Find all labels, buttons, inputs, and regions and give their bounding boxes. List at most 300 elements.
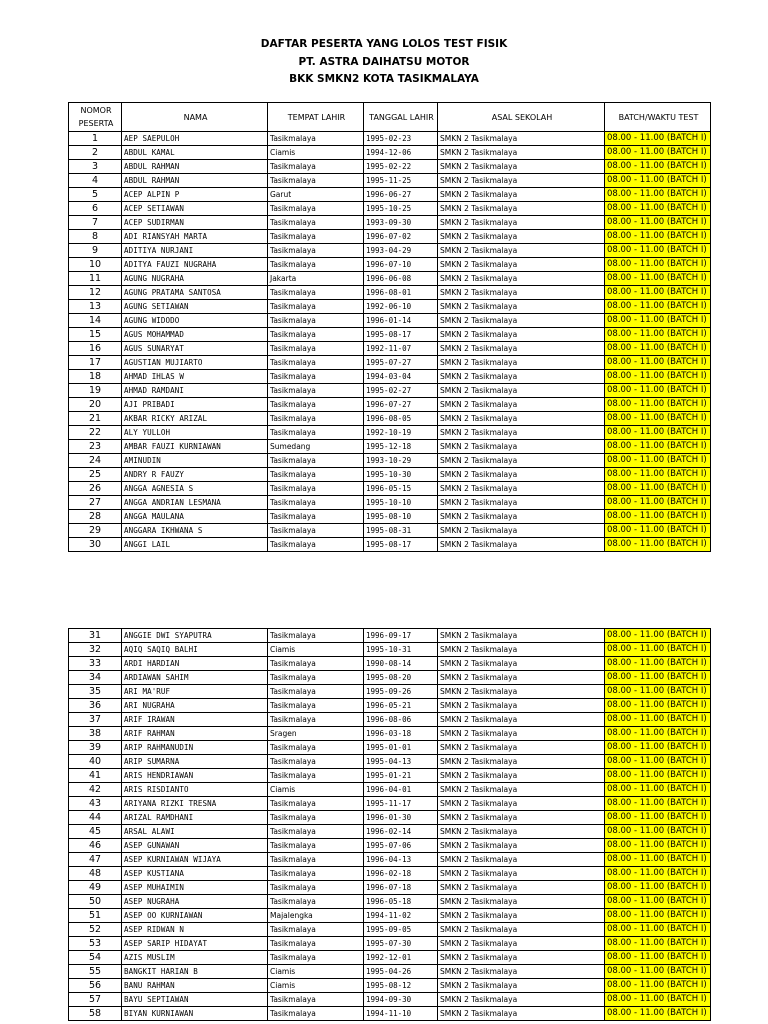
participant-number: 24 xyxy=(69,454,122,468)
batch-time: 08.00 - 11.00 (BATCH I) xyxy=(605,202,711,216)
birth-date: 1994-11-02 xyxy=(364,909,438,923)
table-row xyxy=(69,937,711,951)
school-origin: SMKN 2 Tasikmalaya xyxy=(438,132,605,146)
school-origin: SMKN 2 Tasikmalaya xyxy=(438,370,605,384)
school-origin: SMKN 2 Tasikmalaya xyxy=(438,783,605,797)
birth-place: Sragen xyxy=(268,727,364,741)
table-row xyxy=(69,230,711,244)
birth-date: 1996-05-15 xyxy=(364,482,438,496)
batch-time: 08.00 - 11.00 (BATCH I) xyxy=(605,454,711,468)
birth-place: Tasikmalaya xyxy=(268,853,364,867)
birth-place: Tasikmalaya xyxy=(268,286,364,300)
birth-place: Tasikmalaya xyxy=(268,370,364,384)
table-row xyxy=(69,629,711,643)
birth-place: Tasikmalaya xyxy=(268,629,364,643)
table-row xyxy=(69,412,711,426)
table-row xyxy=(69,979,711,993)
participant-number: 1 xyxy=(69,132,122,146)
birth-date: 1995-12-18 xyxy=(364,440,438,454)
birth-date: 1996-05-18 xyxy=(364,895,438,909)
birth-place: Majalengka xyxy=(268,909,364,923)
batch-time: 08.00 - 11.00 (BATCH I) xyxy=(605,671,711,685)
birth-place: Ciamis xyxy=(268,146,364,160)
batch-time: 08.00 - 11.00 (BATCH I) xyxy=(605,188,711,202)
school-origin: SMKN 2 Tasikmalaya xyxy=(438,685,605,699)
batch-time: 08.00 - 11.00 (BATCH I) xyxy=(605,440,711,454)
table-row xyxy=(69,825,711,839)
participant-name: AJI PRIBADI xyxy=(122,398,268,412)
birth-date: 1996-01-30 xyxy=(364,811,438,825)
participant-name: ASEP NUGRAHA xyxy=(122,895,268,909)
table-row xyxy=(69,146,711,160)
school-origin: SMKN 2 Tasikmalaya xyxy=(438,755,605,769)
participant-number: 28 xyxy=(69,510,122,524)
table-row xyxy=(69,783,711,797)
school-origin: SMKN 2 Tasikmalaya xyxy=(438,937,605,951)
batch-time: 08.00 - 11.00 (BATCH I) xyxy=(605,286,711,300)
participant-name: ABDUL RAHMAN xyxy=(122,160,268,174)
school-origin: SMKN 2 Tasikmalaya xyxy=(438,657,605,671)
table-row xyxy=(69,797,711,811)
table-row xyxy=(69,356,711,370)
participant-number: 35 xyxy=(69,685,122,699)
birth-date: 1996-07-10 xyxy=(364,258,438,272)
batch-time: 08.00 - 11.00 (BATCH I) xyxy=(605,979,711,993)
birth-date: 1994-12-06 xyxy=(364,146,438,160)
participant-number: 22 xyxy=(69,426,122,440)
table-row xyxy=(69,965,711,979)
birth-date: 1994-03-04 xyxy=(364,370,438,384)
school-origin: SMKN 2 Tasikmalaya xyxy=(438,643,605,657)
school-origin: SMKN 2 Tasikmalaya xyxy=(438,951,605,965)
participant-name: ABDUL RAHMAN xyxy=(122,174,268,188)
participant-number: 16 xyxy=(69,342,122,356)
participant-number: 55 xyxy=(69,965,122,979)
participant-number: 3 xyxy=(69,160,122,174)
birth-place: Tasikmalaya xyxy=(268,454,364,468)
table-row xyxy=(69,342,711,356)
table-row xyxy=(69,468,711,482)
school-origin: SMKN 2 Tasikmalaya xyxy=(438,272,605,286)
birth-place: Tasikmalaya xyxy=(268,230,364,244)
birth-date: 1996-04-01 xyxy=(364,783,438,797)
batch-time: 08.00 - 11.00 (BATCH I) xyxy=(605,699,711,713)
participant-name: ARIYANA RIZKI TRESNA xyxy=(122,797,268,811)
birth-date: 1995-10-31 xyxy=(364,643,438,657)
school-origin: SMKN 2 Tasikmalaya xyxy=(438,244,605,258)
participant-name: ALY YULLOH xyxy=(122,426,268,440)
participant-number: 45 xyxy=(69,825,122,839)
birth-date: 1992-12-01 xyxy=(364,951,438,965)
participant-name: ANGGIE DWI SYAPUTRA xyxy=(122,629,268,643)
participant-name: BAYU SEPTIAWAN xyxy=(122,993,268,1007)
participant-number: 30 xyxy=(69,538,122,552)
batch-time: 08.00 - 11.00 (BATCH I) xyxy=(605,356,711,370)
participant-number: 5 xyxy=(69,188,122,202)
birth-date: 1995-07-27 xyxy=(364,356,438,370)
birth-date: 1994-11-10 xyxy=(364,1007,438,1021)
birth-place: Ciamis xyxy=(268,979,364,993)
batch-time: 08.00 - 11.00 (BATCH I) xyxy=(605,230,711,244)
batch-time: 08.00 - 11.00 (BATCH I) xyxy=(605,216,711,230)
batch-time: 08.00 - 11.00 (BATCH I) xyxy=(605,867,711,881)
birth-date: 1992-06-10 xyxy=(364,300,438,314)
participant-name: ARIZAL RAMDHANI xyxy=(122,811,268,825)
birth-place: Tasikmalaya xyxy=(268,412,364,426)
participant-number: 38 xyxy=(69,727,122,741)
table-body-2 xyxy=(69,629,711,1021)
participant-number: 13 xyxy=(69,300,122,314)
table-row xyxy=(69,314,711,328)
company-name: PT. ASTRA DAIHATSU MOTOR xyxy=(298,56,470,68)
header-batch: BATCH/WAKTU TEST xyxy=(605,103,711,132)
participant-name: ANGGI LAIL xyxy=(122,538,268,552)
batch-time: 08.00 - 11.00 (BATCH I) xyxy=(605,1007,711,1021)
participant-name: BIYAN KURNIAWAN xyxy=(122,1007,268,1021)
batch-time: 08.00 - 11.00 (BATCH I) xyxy=(605,370,711,384)
participant-number: 11 xyxy=(69,272,122,286)
batch-time: 08.00 - 11.00 (BATCH I) xyxy=(605,426,711,440)
birth-date: 1995-11-25 xyxy=(364,174,438,188)
participant-name: AMINUDIN xyxy=(122,454,268,468)
birth-date: 1995-01-01 xyxy=(364,741,438,755)
participant-number: 17 xyxy=(69,356,122,370)
birth-date: 1995-09-05 xyxy=(364,923,438,937)
participant-table-1 xyxy=(68,102,711,552)
participant-name: ARDIAWAN SAHIM xyxy=(122,671,268,685)
birth-place: Tasikmalaya xyxy=(268,825,364,839)
birth-date: 1996-09-17 xyxy=(364,629,438,643)
table-row xyxy=(69,657,711,671)
school-origin: SMKN 2 Tasikmalaya xyxy=(438,524,605,538)
table-row xyxy=(69,909,711,923)
school-origin: SMKN 2 Tasikmalaya xyxy=(438,174,605,188)
birth-date: 1996-02-18 xyxy=(364,867,438,881)
school-origin: SMKN 2 Tasikmalaya xyxy=(438,426,605,440)
school-origin: SMKN 2 Tasikmalaya xyxy=(438,923,605,937)
table-header-row xyxy=(69,103,711,132)
participant-name: ARIP SUMARNA xyxy=(122,755,268,769)
birth-place: Tasikmalaya xyxy=(268,510,364,524)
participant-number: 37 xyxy=(69,713,122,727)
birth-place: Tasikmalaya xyxy=(268,524,364,538)
birth-place: Tasikmalaya xyxy=(268,216,364,230)
school-origin: SMKN 2 Tasikmalaya xyxy=(438,881,605,895)
school-origin: SMKN 2 Tasikmalaya xyxy=(438,300,605,314)
participant-number: 4 xyxy=(69,174,122,188)
table-row xyxy=(69,923,711,937)
birth-place: Tasikmalaya xyxy=(268,398,364,412)
birth-date: 1995-09-26 xyxy=(364,685,438,699)
participant-number: 52 xyxy=(69,923,122,937)
participant-name: ASEP KURNIAWAN WIJAYA xyxy=(122,853,268,867)
batch-time: 08.00 - 11.00 (BATCH I) xyxy=(605,160,711,174)
participant-number: 36 xyxy=(69,699,122,713)
participant-name: AHMAD IHLAS W xyxy=(122,370,268,384)
table-row xyxy=(69,699,711,713)
batch-time: 08.00 - 11.00 (BATCH I) xyxy=(605,783,711,797)
birth-place: Tasikmalaya xyxy=(268,426,364,440)
batch-time: 08.00 - 11.00 (BATCH I) xyxy=(605,881,711,895)
table-row xyxy=(69,867,711,881)
birth-place: Tasikmalaya xyxy=(268,160,364,174)
participant-number: 27 xyxy=(69,496,122,510)
birth-place: Tasikmalaya xyxy=(268,657,364,671)
participant-name: AGUS SUNARYAT xyxy=(122,342,268,356)
school-origin: SMKN 2 Tasikmalaya xyxy=(438,811,605,825)
participant-name: AHMAD RAMDANI xyxy=(122,384,268,398)
table-row xyxy=(69,482,711,496)
table-row xyxy=(69,895,711,909)
birth-place: Tasikmalaya xyxy=(268,342,364,356)
table-row xyxy=(69,538,711,552)
participant-number: 14 xyxy=(69,314,122,328)
school-origin: SMKN 2 Tasikmalaya xyxy=(438,538,605,552)
birth-place: Tasikmalaya xyxy=(268,797,364,811)
batch-time: 08.00 - 11.00 (BATCH I) xyxy=(605,909,711,923)
birth-place: Tasikmalaya xyxy=(268,328,364,342)
batch-time: 08.00 - 11.00 (BATCH I) xyxy=(605,895,711,909)
school-origin: SMKN 2 Tasikmalaya xyxy=(438,727,605,741)
birth-date: 1995-08-10 xyxy=(364,510,438,524)
table-body-1 xyxy=(69,132,711,552)
participant-name: ADI RIANSYAH MARTA xyxy=(122,230,268,244)
school-origin: SMKN 2 Tasikmalaya xyxy=(438,825,605,839)
birth-place: Tasikmalaya xyxy=(268,699,364,713)
participant-name: AGUNG SETIAWAN xyxy=(122,300,268,314)
batch-time: 08.00 - 11.00 (BATCH I) xyxy=(605,538,711,552)
birth-date: 1992-11-07 xyxy=(364,342,438,356)
school-origin: SMKN 2 Tasikmalaya xyxy=(438,965,605,979)
batch-time: 08.00 - 11.00 (BATCH I) xyxy=(605,755,711,769)
school-origin: SMKN 2 Tasikmalaya xyxy=(438,314,605,328)
participant-name: ANGGARA IKHWANA S xyxy=(122,524,268,538)
participant-name: ARIS RISDIANTO xyxy=(122,783,268,797)
participant-number: 51 xyxy=(69,909,122,923)
school-origin: SMKN 2 Tasikmalaya xyxy=(438,342,605,356)
batch-time: 08.00 - 11.00 (BATCH I) xyxy=(605,839,711,853)
birth-place: Ciamis xyxy=(268,783,364,797)
participant-name: BANGKIT HARIAN B xyxy=(122,965,268,979)
birth-place: Ciamis xyxy=(268,965,364,979)
batch-time: 08.00 - 11.00 (BATCH I) xyxy=(605,244,711,258)
batch-time: 08.00 - 11.00 (BATCH I) xyxy=(605,314,711,328)
header-nomor-peserta xyxy=(69,103,122,132)
participant-name: ASEP GUNAWAN xyxy=(122,839,268,853)
table-row xyxy=(69,328,711,342)
school-origin: SMKN 2 Tasikmalaya xyxy=(438,188,605,202)
birth-place: Tasikmalaya xyxy=(268,244,364,258)
table-row xyxy=(69,202,711,216)
table-row xyxy=(69,398,711,412)
birth-date: 1995-01-21 xyxy=(364,769,438,783)
birth-date: 1995-10-25 xyxy=(364,202,438,216)
table-row xyxy=(69,440,711,454)
birth-date: 1994-09-30 xyxy=(364,993,438,1007)
batch-time: 08.00 - 11.00 (BATCH I) xyxy=(605,398,711,412)
school-origin: SMKN 2 Tasikmalaya xyxy=(438,853,605,867)
batch-time: 08.00 - 11.00 (BATCH I) xyxy=(605,384,711,398)
participant-number: 57 xyxy=(69,993,122,1007)
participant-name: ARI NUGRAHA xyxy=(122,699,268,713)
birth-date: 1995-04-13 xyxy=(364,755,438,769)
participant-name: ACEP SETIAWAN xyxy=(122,202,268,216)
batch-time: 08.00 - 11.00 (BATCH I) xyxy=(605,524,711,538)
school-origin: SMKN 2 Tasikmalaya xyxy=(438,230,605,244)
birth-place: Tasikmalaya xyxy=(268,937,364,951)
participant-name: ARIS HENDRIAWAN xyxy=(122,769,268,783)
school-origin: SMKN 2 Tasikmalaya xyxy=(438,867,605,881)
table-row xyxy=(69,160,711,174)
batch-time: 08.00 - 11.00 (BATCH I) xyxy=(605,657,711,671)
participant-name: AZIS MUSLIM xyxy=(122,951,268,965)
birth-place: Tasikmalaya xyxy=(268,671,364,685)
birth-date: 1995-08-20 xyxy=(364,671,438,685)
school-origin: SMKN 2 Tasikmalaya xyxy=(438,286,605,300)
birth-place: Tasikmalaya xyxy=(268,384,364,398)
table-row xyxy=(69,755,711,769)
birth-date: 1995-08-31 xyxy=(364,524,438,538)
participant-number: 26 xyxy=(69,482,122,496)
batch-time: 08.00 - 11.00 (BATCH I) xyxy=(605,853,711,867)
table-row xyxy=(69,951,711,965)
table-row xyxy=(69,370,711,384)
birth-date: 1995-07-06 xyxy=(364,839,438,853)
table-row xyxy=(69,286,711,300)
birth-date: 1992-10-19 xyxy=(364,426,438,440)
table-row xyxy=(69,300,711,314)
birth-date: 1995-02-23 xyxy=(364,132,438,146)
table-row xyxy=(69,713,711,727)
school-origin: SMKN 2 Tasikmalaya xyxy=(438,258,605,272)
participant-number: 20 xyxy=(69,398,122,412)
table-row xyxy=(69,244,711,258)
batch-time: 08.00 - 11.00 (BATCH I) xyxy=(605,272,711,286)
table-row xyxy=(69,258,711,272)
birth-date: 1995-11-17 xyxy=(364,797,438,811)
birth-place: Tasikmalaya xyxy=(268,468,364,482)
birth-date: 1996-01-14 xyxy=(364,314,438,328)
batch-time: 08.00 - 11.00 (BATCH I) xyxy=(605,769,711,783)
participant-name: AGUSTIAN MUJIARTO xyxy=(122,356,268,370)
birth-place: Tasikmalaya xyxy=(268,741,364,755)
batch-time: 08.00 - 11.00 (BATCH I) xyxy=(605,412,711,426)
participant-name: ANDRY R FAUZY xyxy=(122,468,268,482)
participant-name: ACEP ALPIN P xyxy=(122,188,268,202)
participant-name: AGUNG NUGRAHA xyxy=(122,272,268,286)
birth-date: 1995-08-17 xyxy=(364,328,438,342)
participant-number: 15 xyxy=(69,328,122,342)
school-origin: SMKN 2 Tasikmalaya xyxy=(438,629,605,643)
birth-place: Tasikmalaya xyxy=(268,482,364,496)
school-origin: SMKN 2 Tasikmalaya xyxy=(438,979,605,993)
batch-time: 08.00 - 11.00 (BATCH I) xyxy=(605,741,711,755)
batch-time: 08.00 - 11.00 (BATCH I) xyxy=(605,146,711,160)
participant-name: ARIP RAHMANUDIN xyxy=(122,741,268,755)
participant-number: 56 xyxy=(69,979,122,993)
birth-place: Tasikmalaya xyxy=(268,951,364,965)
participant-number: 46 xyxy=(69,839,122,853)
birth-date: 1996-05-21 xyxy=(364,699,438,713)
participant-name: ABDUL KAMAL xyxy=(122,146,268,160)
participant-name: ASEP SARIP HIDAYAT xyxy=(122,937,268,951)
participant-name: ARDI HARDIAN xyxy=(122,657,268,671)
participant-number: 42 xyxy=(69,783,122,797)
birth-place: Tasikmalaya xyxy=(268,300,364,314)
participant-number: 10 xyxy=(69,258,122,272)
school-origin: SMKN 2 Tasikmalaya xyxy=(438,216,605,230)
participant-name: ARIF IRAWAN xyxy=(122,713,268,727)
birth-place: Ciamis xyxy=(268,643,364,657)
table-row xyxy=(69,132,711,146)
participant-name: ANGGA AGNESIA S xyxy=(122,482,268,496)
batch-time: 08.00 - 11.00 (BATCH I) xyxy=(605,342,711,356)
batch-time: 08.00 - 11.00 (BATCH I) xyxy=(605,923,711,937)
participant-name: ANGGA ANDRIAN LESMANA xyxy=(122,496,268,510)
batch-time: 08.00 - 11.00 (BATCH I) xyxy=(605,132,711,146)
birth-place: Tasikmalaya xyxy=(268,881,364,895)
participant-name: ASEP KUSTIANA xyxy=(122,867,268,881)
birth-date: 1996-07-18 xyxy=(364,881,438,895)
school-origin: SMKN 2 Tasikmalaya xyxy=(438,671,605,685)
batch-time: 08.00 - 11.00 (BATCH I) xyxy=(605,685,711,699)
batch-time: 08.00 - 11.00 (BATCH I) xyxy=(605,328,711,342)
participant-number: 21 xyxy=(69,412,122,426)
birth-place: Tasikmalaya xyxy=(268,923,364,937)
batch-time: 08.00 - 11.00 (BATCH I) xyxy=(605,951,711,965)
table-row xyxy=(69,272,711,286)
table-row xyxy=(69,993,711,1007)
header-asal-sekolah: ASAL SEKOLAH xyxy=(438,103,605,132)
participant-name: BANU RAHMAN xyxy=(122,979,268,993)
school-origin: SMKN 2 Tasikmalaya xyxy=(438,440,605,454)
participant-number: 2 xyxy=(69,146,122,160)
school-name: BKK SMKN2 KOTA TASIKMALAYA xyxy=(289,73,479,85)
participant-name: ASEP MUHAIMIN xyxy=(122,881,268,895)
birth-date: 1995-08-17 xyxy=(364,538,438,552)
birth-place: Tasikmalaya xyxy=(268,993,364,1007)
birth-date: 1996-06-08 xyxy=(364,272,438,286)
table-row xyxy=(69,643,711,657)
school-origin: SMKN 2 Tasikmalaya xyxy=(438,356,605,370)
table-row xyxy=(69,174,711,188)
school-origin: SMKN 2 Tasikmalaya xyxy=(438,468,605,482)
school-origin: SMKN 2 Tasikmalaya xyxy=(438,993,605,1007)
table-row xyxy=(69,811,711,825)
birth-date: 1996-08-05 xyxy=(364,412,438,426)
document-title: DAFTAR PESERTA YANG LOLOS TEST FISIK xyxy=(260,38,508,50)
school-origin: SMKN 2 Tasikmalaya xyxy=(438,384,605,398)
batch-time: 08.00 - 11.00 (BATCH I) xyxy=(605,825,711,839)
participant-number: 19 xyxy=(69,384,122,398)
table-row xyxy=(69,769,711,783)
birth-place: Tasikmalaya xyxy=(268,755,364,769)
birth-place: Tasikmalaya xyxy=(268,132,364,146)
participant-number: 12 xyxy=(69,286,122,300)
header-tempat-lahir: TEMPAT LAHIR xyxy=(268,103,364,132)
table-row xyxy=(69,839,711,853)
birth-date: 1996-08-06 xyxy=(364,713,438,727)
table-row xyxy=(69,188,711,202)
participant-name: ARI MA'RUF xyxy=(122,685,268,699)
school-origin: SMKN 2 Tasikmalaya xyxy=(438,1007,605,1021)
participant-number: 43 xyxy=(69,797,122,811)
batch-time: 08.00 - 11.00 (BATCH I) xyxy=(605,993,711,1007)
header-nama: NAMA xyxy=(122,103,268,132)
birth-place: Tasikmalaya xyxy=(268,314,364,328)
birth-date: 1996-07-27 xyxy=(364,398,438,412)
participant-name: AEP SAEPULOH xyxy=(122,132,268,146)
